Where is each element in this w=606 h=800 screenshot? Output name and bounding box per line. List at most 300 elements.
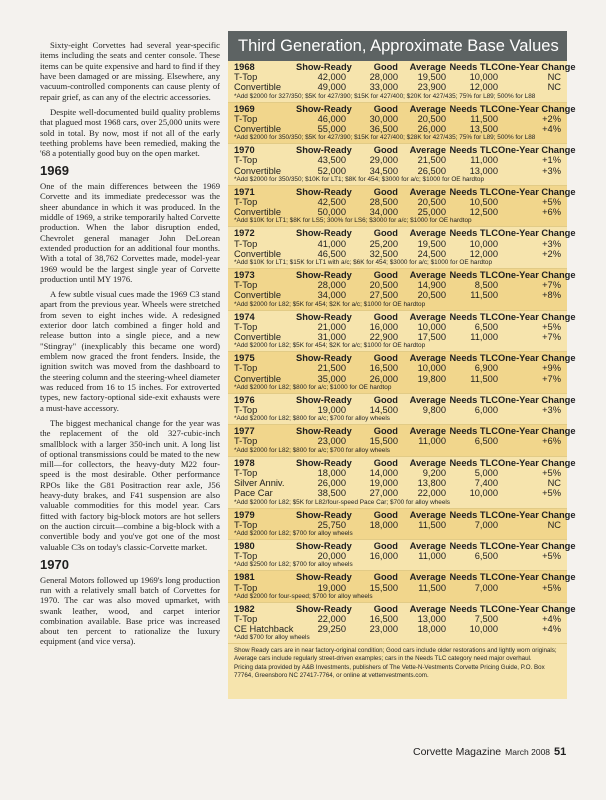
model-name: T-Top	[234, 321, 258, 332]
value-tlc: 11,500	[470, 290, 498, 301]
column-header-show: Show-Ready	[296, 145, 352, 156]
year-block-1972	[228, 227, 576, 269]
value-good: 27,000	[369, 488, 398, 499]
value-tlc: 10,000	[469, 72, 498, 83]
column-header-tlc: Needs TLC	[449, 103, 498, 114]
value-avg: 20,500	[417, 197, 446, 208]
value-tlc: 10,000	[469, 238, 498, 249]
model-name: T-Top	[234, 613, 258, 624]
year-header-row	[234, 572, 576, 583]
table-row	[234, 82, 561, 92]
column-header-show: Show-Ready	[296, 540, 352, 551]
column-header-tlc: Needs TLC	[449, 311, 498, 322]
column-header-tlc: Needs TLC	[449, 145, 498, 156]
value-avg: 25,000	[417, 207, 446, 218]
column-header-avg: Average	[409, 572, 446, 583]
option-note: *Add $10K for LT1; $8K for LS5; 300% for LS6; $3000 for a/c; $1000 for OE hardtop	[234, 217, 472, 225]
table-row	[234, 332, 561, 342]
column-header-good: Good	[373, 186, 398, 197]
column-header-show: Show-Ready	[296, 103, 352, 114]
year-block-1975	[228, 352, 576, 394]
column-header-show: Show-Ready	[296, 457, 352, 468]
column-header-tlc: Needs TLC	[449, 270, 498, 281]
year-label: 1969	[234, 103, 255, 114]
value-show: 35,000	[317, 373, 346, 384]
value-change: +4%	[542, 124, 561, 135]
value-good: 26,000	[369, 373, 398, 384]
column-header-tlc: Needs TLC	[449, 509, 498, 520]
column-header-good: Good	[373, 394, 398, 405]
value-tlc: 6,500	[474, 321, 498, 332]
value-show: 50,000	[317, 207, 346, 218]
value-tlc: 11,000	[470, 332, 498, 343]
value-change: NC	[547, 519, 561, 530]
option-note: *Add $2000 for L82; $5K for 454; $2K for a/c; $1000 for OE hardtop	[234, 300, 426, 308]
year-header-row	[234, 426, 576, 437]
column-header-avg: Average	[409, 457, 446, 468]
value-change: NC	[547, 478, 561, 489]
value-good: 16,500	[369, 363, 398, 374]
option-note: *Add $2000 for four-speed; $700 for alloy wheels	[234, 592, 373, 600]
value-show: 21,500	[317, 363, 346, 374]
year-block-1979	[228, 509, 576, 540]
year-block-1973	[228, 269, 576, 311]
column-header-avg: Average	[409, 270, 446, 281]
column-header-tlc: Needs TLC	[449, 426, 498, 437]
column-header-change: One-Year Change	[498, 509, 576, 520]
year-block-1971	[228, 186, 576, 228]
value-show: 22,000	[317, 613, 346, 624]
value-show: 46,000	[317, 113, 346, 124]
value-change: +2%	[542, 248, 561, 259]
year-header-row	[234, 186, 576, 197]
column-header-avg: Average	[409, 426, 446, 437]
value-show: 26,000	[317, 478, 346, 489]
value-tlc: 10,000	[469, 488, 498, 499]
value-good: 16,500	[369, 613, 398, 624]
column-header-change: One-Year Change	[498, 572, 576, 583]
value-tlc: 8,500	[474, 280, 498, 291]
value-change: +2%	[542, 113, 561, 124]
model-name: Convertible	[234, 290, 282, 301]
value-tlc: 10,000	[469, 624, 498, 635]
column-header-avg: Average	[409, 394, 446, 405]
year-label: 1981	[234, 572, 255, 583]
value-tlc: 6,000	[474, 405, 498, 416]
year-label: 1973	[234, 270, 255, 281]
year-header-row	[234, 145, 576, 156]
value-change: +7%	[542, 332, 561, 343]
value-avg: 20,500	[417, 290, 446, 301]
column-header-show: Show-Ready	[296, 62, 352, 72]
value-avg: 10,000	[417, 321, 446, 332]
article-paragraph: A few subtle visual cues made the 1969 C3 stand apart from the previous year. Wheels were stretched from seven to eight inches wide. A redesigned exterior door latch combined a finger hold and release button into a single piece, and a new "Stingray" (inexplicably this became one word) emblem now graced the front fenders. Inside, the ignition switch was moved from the dashboard to the steering column and the steering-wheel diameter was reduced from 16 to 15 inches. For extroverted types, new factory-optional side-exit exhausts were a must-have accessory.	[40, 289, 220, 413]
value-avg: 11,500	[418, 519, 446, 530]
column-header-good: Good	[373, 572, 398, 583]
table-row	[234, 280, 561, 290]
option-note: *Add $2000 for L82; $5K for 454; $2K for a/c; $1000 for OE hardtop	[234, 342, 426, 350]
value-change: +5%	[542, 321, 561, 332]
value-show: 25,750	[317, 519, 346, 530]
model-name: Convertible	[234, 165, 282, 176]
value-show: 19,000	[317, 405, 346, 416]
table-title: Third Generation, Approximate Base Values	[228, 31, 567, 61]
column-header-change: One-Year Change	[498, 426, 576, 437]
value-good: 34,500	[369, 165, 398, 176]
value-show: 42,000	[317, 72, 346, 83]
year-label: 1970	[234, 145, 255, 156]
table-row	[234, 374, 561, 384]
value-table	[228, 31, 576, 699]
value-avg: 17,500	[417, 332, 446, 343]
model-name: Convertible	[234, 207, 282, 218]
option-note: *Add $2000 for L82; $700 for alloy wheels	[234, 529, 353, 537]
table-row	[234, 239, 561, 249]
value-avg: 14,900	[417, 280, 446, 291]
value-tlc: 10,500	[469, 197, 498, 208]
year-blocks	[228, 61, 576, 644]
table-footnotes	[228, 644, 567, 684]
option-note: *Add $2000 for 327/350; $5K for 427/390; $15K for 427/400; $20K for 427/435; 75% for L89; 500% for L88	[234, 92, 536, 100]
value-good: 22,900	[369, 332, 398, 343]
column-header-tlc: Needs TLC	[449, 457, 498, 468]
value-avg: 19,800	[417, 373, 446, 384]
model-name: T-Top	[234, 280, 258, 291]
option-note: *Add $2000 for L82; $800 for a/c; $700 for alloy wheels	[234, 415, 390, 423]
value-good: 14,500	[369, 405, 398, 416]
value-avg: 9,800	[422, 405, 446, 416]
value-show: 52,000	[317, 165, 346, 176]
value-change: +5%	[542, 467, 561, 478]
value-show: 43,500	[317, 155, 346, 166]
table-row	[234, 124, 561, 134]
value-tlc: 7,000	[474, 519, 498, 530]
value-tlc: 12,000	[469, 248, 498, 259]
value-show: 28,000	[317, 280, 346, 291]
table-row	[234, 614, 561, 624]
table-row	[234, 405, 561, 415]
model-name: T-Top	[234, 405, 258, 416]
value-show: 20,000	[317, 551, 346, 562]
table-row	[234, 290, 561, 300]
model-name: T-Top	[234, 197, 258, 208]
year-label: 1968	[234, 62, 255, 72]
value-avg: 11,500	[418, 582, 446, 593]
value-show: 42,500	[317, 197, 346, 208]
value-tlc: 11,500	[470, 113, 498, 124]
year-header-row	[234, 509, 576, 520]
column-header-change: One-Year Change	[498, 457, 576, 468]
value-good: 20,500	[369, 280, 398, 291]
year-label: 1982	[234, 603, 255, 614]
value-show: 46,500	[317, 248, 346, 259]
model-name: Convertible	[234, 373, 282, 384]
year-header-row	[234, 270, 576, 281]
column-header-change: One-Year Change	[498, 311, 576, 322]
page-footer	[413, 746, 566, 758]
year-label: 1974	[234, 311, 255, 322]
column-header-good: Good	[373, 62, 398, 72]
model-name: T-Top	[234, 551, 258, 562]
column-header-avg: Average	[409, 228, 446, 239]
value-good: 15,500	[369, 582, 398, 593]
column-header-good: Good	[373, 103, 398, 114]
table-row	[234, 166, 561, 176]
column-header-change: One-Year Change	[498, 228, 576, 239]
value-avg: 22,000	[417, 488, 446, 499]
column-header-tlc: Needs TLC	[449, 540, 498, 551]
column-header-avg: Average	[409, 353, 446, 364]
value-show: 49,000	[317, 82, 346, 93]
value-avg: 11,000	[418, 436, 446, 447]
column-header-avg: Average	[409, 540, 446, 551]
year-block-1976	[228, 394, 576, 425]
model-name: T-Top	[234, 519, 258, 530]
year-header-row	[234, 540, 576, 551]
value-tlc: 7,400	[474, 478, 498, 489]
value-good: 25,200	[369, 238, 398, 249]
value-change: +3%	[542, 165, 561, 176]
column-header-show: Show-Ready	[296, 353, 352, 364]
value-show: 18,000	[317, 467, 346, 478]
value-show: 41,000	[317, 238, 346, 249]
article-column	[40, 40, 220, 652]
column-header-tlc: Needs TLC	[449, 353, 498, 364]
column-header-change: One-Year Change	[498, 394, 576, 405]
value-show: 55,000	[317, 124, 346, 135]
value-change: +7%	[542, 280, 561, 291]
column-header-change: One-Year Change	[498, 270, 576, 281]
column-header-good: Good	[373, 270, 398, 281]
year-label: 1971	[234, 186, 255, 197]
table-row	[234, 551, 561, 561]
article-paragraph: General Motors followed up 1969's long production run with a relatively small batch of Corvettes for 1970. The car was also moved upmarket, with swank leather, wood, and carpet interior combination available. Base price was increased about ten percent to rationalize the luxury equipment (and vice versa).	[40, 574, 220, 647]
table-row	[234, 72, 561, 82]
table-row	[234, 363, 561, 373]
column-header-show: Show-Ready	[296, 311, 352, 322]
value-tlc: 5,000	[474, 467, 498, 478]
year-block-1970	[228, 144, 576, 186]
value-good: 29,000	[369, 155, 398, 166]
value-change: NC	[547, 82, 561, 93]
table-row	[234, 478, 561, 488]
column-header-good: Good	[373, 353, 398, 364]
year-header-row	[234, 228, 576, 239]
option-note: *Add $2000 for 350/350; $5K for 427/390; $15K for 427/400; $28K for 427/435; 75% for L89; 500% for L88	[234, 134, 536, 142]
column-header-change: One-Year Change	[498, 603, 576, 614]
model-name: Pace Car	[234, 488, 273, 499]
year-block-1981	[228, 571, 576, 602]
value-avg: 11,000	[418, 551, 446, 562]
value-tlc: 13,500	[469, 124, 498, 135]
value-good: 28,500	[369, 197, 398, 208]
value-good: 16,000	[369, 321, 398, 332]
column-header-tlc: Needs TLC	[449, 572, 498, 583]
year-block-1977	[228, 425, 576, 456]
value-change: +3%	[542, 238, 561, 249]
article-paragraph: Sixty-eight Corvettes had several year-specific items including the seats and center console. These items can be quite expensive and hard to find if they have been damaged or are missing. Elsewhere, any vacuum-controlled components can cause plenty of repair grief, as can any of the electric accessories.	[40, 40, 220, 102]
model-name: T-Top	[234, 113, 258, 124]
option-note: *Add $2000 for L82; $800 for a/c; $700 for alloy wheels	[234, 446, 390, 454]
issue-date: March 2008	[505, 747, 551, 757]
column-header-good: Good	[373, 509, 398, 520]
value-good: 32,500	[369, 248, 398, 259]
year-block-1978	[228, 457, 576, 509]
model-name: Silver Anniv.	[234, 478, 285, 489]
value-show: 23,000	[317, 436, 346, 447]
value-change: +5%	[542, 551, 561, 562]
column-header-change: One-Year Change	[498, 540, 576, 551]
value-show: 29,250	[317, 624, 346, 635]
model-name: CE Hatchback	[234, 624, 294, 635]
value-avg: 20,500	[417, 113, 446, 124]
year-header-row	[234, 103, 576, 114]
column-header-good: Good	[373, 603, 398, 614]
column-header-good: Good	[373, 426, 398, 437]
column-header-good: Good	[373, 457, 398, 468]
column-header-show: Show-Ready	[296, 572, 352, 583]
article-paragraph: The biggest mechanical change for the year was the replacement of the old 327-cubic-inch smallblock with a larger 350-inch unit. A long list of optional transmissions could be mated to the new mill—for collectors, the heavy-duty M22 four-speed is the most desirable. Other performance RPOs like the G81 Positraction rear axle, J56 heavy-duty brakes, and F41 suspension are also valuable commodities for this model year. Cars fitted with factory big-block motors are hot sellers on the auction circuit—combine a big-block with a convertible body and you've got one of the most valuable C3s on today's classic-Corvette market.	[40, 417, 220, 552]
column-header-avg: Average	[409, 103, 446, 114]
section-heading-1970: 1970	[40, 556, 69, 572]
column-header-good: Good	[373, 228, 398, 239]
publication-name: Corvette Magazine	[413, 746, 502, 758]
model-name: Convertible	[234, 124, 282, 135]
value-change: +4%	[542, 613, 561, 624]
model-name: Convertible	[234, 82, 282, 93]
year-label: 1972	[234, 228, 255, 239]
value-change: +5%	[542, 488, 561, 499]
year-block-1969	[228, 103, 576, 145]
table-row	[234, 197, 561, 207]
column-header-tlc: Needs TLC	[449, 603, 498, 614]
table-row	[234, 114, 561, 124]
value-tlc: 12,000	[469, 82, 498, 93]
footnote-source: Pricing data provided by A&B Investments, publishers of The Vette-N-Vestments Corvette Pricing Guide, P.O. Box 77764, Greensboro NC 27417-7764, or online at vettenvestments.com.	[234, 664, 545, 679]
model-name: T-Top	[234, 72, 258, 83]
year-block-1974	[228, 311, 576, 353]
year-block-1982	[228, 603, 576, 645]
value-change: +5%	[542, 197, 561, 208]
column-header-avg: Average	[409, 603, 446, 614]
value-good: 34,000	[369, 207, 398, 218]
column-header-show: Show-Ready	[296, 186, 352, 197]
year-block-1980	[228, 540, 576, 571]
year-label: 1976	[234, 394, 255, 405]
page-number: 51	[554, 746, 567, 758]
value-tlc: 6,500	[474, 551, 498, 562]
value-show: 19,000	[317, 582, 346, 593]
value-avg: 26,500	[417, 165, 446, 176]
option-note: *Add $2000 for 350/350; $10K for LT1; $8K for 454; $3000 for a/c; $1000 for OE hardtop	[234, 175, 484, 183]
column-header-change: One-Year Change	[498, 186, 576, 197]
option-note: *Add $2000 for L82; $800 for a/c; $1000 for OE hardtop	[234, 383, 392, 391]
value-tlc: 13,000	[469, 165, 498, 176]
value-change: +9%	[542, 363, 561, 374]
value-good: 14,000	[369, 467, 398, 478]
option-note: *Add $2000 for L82; $5K for L82/four-speed Pace Car; $700 for alloy wheels	[234, 498, 450, 506]
value-change: +6%	[542, 436, 561, 447]
column-header-avg: Average	[409, 145, 446, 156]
value-avg: 10,000	[417, 363, 446, 374]
value-avg: 13,000	[417, 613, 446, 624]
value-avg: 19,500	[417, 72, 446, 83]
table-row	[234, 488, 561, 498]
column-header-good: Good	[373, 145, 398, 156]
value-change: +6%	[542, 207, 561, 218]
value-good: 30,000	[369, 113, 398, 124]
model-name: T-Top	[234, 467, 258, 478]
value-tlc: 12,500	[469, 207, 498, 218]
option-note: *Add $2500 for L82; $700 for alloy wheels	[234, 561, 353, 569]
table-row	[234, 436, 561, 446]
value-show: 31,000	[317, 332, 346, 343]
value-avg: 24,500	[417, 248, 446, 259]
value-show: 21,000	[317, 321, 346, 332]
year-label: 1977	[234, 426, 255, 437]
section-heading-1969: 1969	[40, 163, 69, 179]
value-change: NC	[547, 72, 561, 83]
value-good: 27,500	[369, 290, 398, 301]
column-header-good: Good	[373, 311, 398, 322]
model-name: T-Top	[234, 155, 258, 166]
column-header-change: One-Year Change	[498, 353, 576, 364]
year-label: 1975	[234, 353, 255, 364]
year-header-row	[234, 353, 576, 364]
column-header-change: One-Year Change	[498, 103, 576, 114]
column-header-change: One-Year Change	[498, 145, 576, 156]
value-change: +3%	[542, 405, 561, 416]
value-change: +7%	[542, 373, 561, 384]
column-header-tlc: Needs TLC	[449, 228, 498, 239]
value-tlc: 7,000	[474, 582, 498, 593]
option-note: *Add $700 for alloy wheels	[234, 634, 310, 642]
value-avg: 26,000	[417, 124, 446, 135]
column-header-tlc: Needs TLC	[449, 186, 498, 197]
value-good: 36,500	[369, 124, 398, 135]
table-row	[234, 520, 561, 530]
year-label: 1980	[234, 540, 255, 551]
table-row	[234, 624, 561, 634]
value-tlc: 11,500	[470, 373, 498, 384]
value-avg: 13,800	[417, 478, 446, 489]
value-change: +4%	[542, 624, 561, 635]
value-change: +5%	[542, 582, 561, 593]
value-avg: 21,500	[417, 155, 446, 166]
value-good: 16,000	[369, 551, 398, 562]
value-avg: 9,200	[422, 467, 446, 478]
column-header-show: Show-Ready	[296, 228, 352, 239]
value-good: 23,000	[369, 624, 398, 635]
year-header-row	[234, 603, 576, 614]
value-avg: 18,000	[417, 624, 446, 635]
option-note: *Add $10K for LT1; $15K for LT1 with a/c; $6K for 454; $3000 for a/c; $1000 for OE hardtop	[234, 259, 493, 267]
year-header-row	[234, 62, 576, 72]
column-header-good: Good	[373, 540, 398, 551]
year-header-row	[234, 457, 576, 468]
model-name: T-Top	[234, 436, 258, 447]
value-good: 15,500	[369, 436, 398, 447]
value-change: +1%	[542, 155, 561, 166]
year-header-row	[234, 311, 576, 322]
article-paragraph: Despite well-documented build quality problems that plagued most 1968 cars, over 25,000 units were sold in total. By now, most if not all of the early teething problems have been remedied, making the '68 a potentially good buy on the open market.	[40, 106, 220, 159]
model-name: T-Top	[234, 363, 258, 374]
model-name: T-Top	[234, 238, 258, 249]
column-header-avg: Average	[409, 509, 446, 520]
column-header-show: Show-Ready	[296, 394, 352, 405]
column-header-avg: Average	[409, 62, 446, 72]
column-header-show: Show-Ready	[296, 509, 352, 520]
